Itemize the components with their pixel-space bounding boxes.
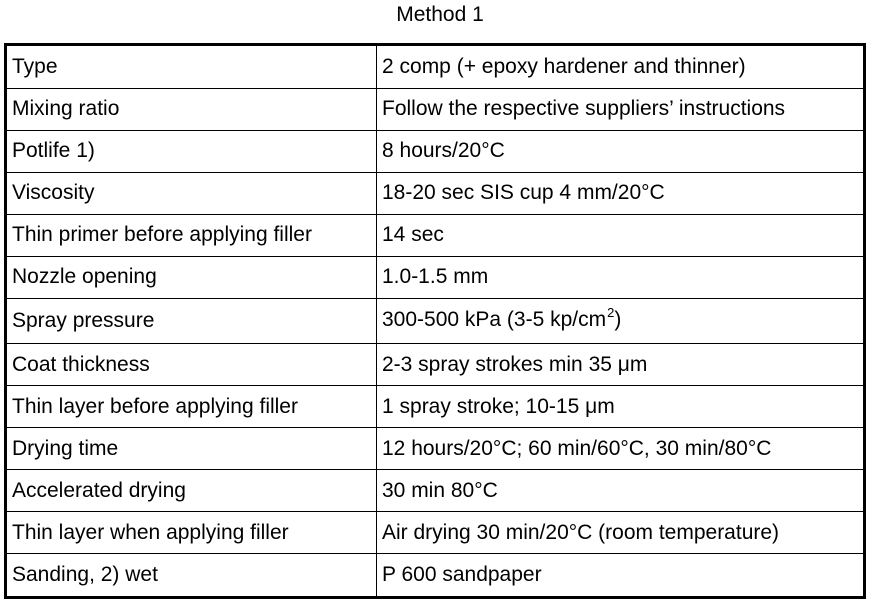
parameter-cell: Potlife 1)	[6, 130, 377, 172]
value-cell: 14 sec	[377, 214, 865, 256]
parameter-cell: Coat thickness	[6, 344, 377, 386]
table-row	[6, 428, 865, 470]
table-row	[6, 172, 865, 214]
value-cell: P 600 sandpaper	[377, 554, 865, 598]
value-text: 300-500 kPa (3-5 kp/cm	[382, 307, 607, 331]
parameter-cell: Drying time	[6, 428, 377, 470]
table-row	[6, 344, 865, 386]
method-table	[4, 43, 866, 599]
table-row	[6, 470, 865, 512]
table-row	[6, 512, 865, 554]
value-cell: 1.0-1.5 mm	[377, 256, 865, 298]
value-cell: Air drying 30 min/20°C (room temperature)	[377, 512, 865, 554]
parameter-cell: Mixing ratio	[6, 88, 377, 130]
table-row	[6, 45, 865, 89]
parameter-cell: Thin layer when applying filler	[6, 512, 377, 554]
parameter-cell: Sanding, 2) wet	[6, 554, 377, 598]
value-cell: 1 spray stroke; 10-15 μm	[377, 386, 865, 428]
table-row	[6, 88, 865, 130]
value-cell: Follow the respective suppliers’ instructions	[377, 88, 865, 130]
page-title: Method 1	[396, 3, 484, 26]
table-row	[6, 554, 865, 598]
table-row	[6, 298, 865, 343]
parameter-cell: Accelerated drying	[6, 470, 377, 512]
value-cell	[377, 298, 865, 343]
value-cell: 2-3 spray strokes min 35 μm	[377, 344, 865, 386]
parameter-cell: Nozzle opening	[6, 256, 377, 298]
value-cell: 12 hours/20°C; 60 min/60°C, 30 min/80°C	[377, 428, 865, 470]
table-row	[6, 386, 865, 428]
value-text-after: )	[614, 307, 622, 331]
superscript: 2	[607, 304, 615, 320]
parameter-cell: Thin primer before applying filler	[6, 214, 377, 256]
value-cell: 18-20 sec SIS cup 4 mm/20°C	[377, 172, 865, 214]
parameter-cell: Thin layer before applying filler	[6, 386, 377, 428]
value-cell: 30 min 80°C	[377, 470, 865, 512]
table-row	[6, 214, 865, 256]
parameter-cell: Type	[6, 45, 377, 89]
table-row	[6, 256, 865, 298]
value-cell: 2 comp (+ epoxy hardener and thinner)	[377, 45, 865, 89]
parameter-cell: Spray pressure	[6, 298, 377, 343]
parameter-cell: Viscosity	[6, 172, 377, 214]
value-cell: 8 hours/20°C	[377, 130, 865, 172]
table-row	[6, 130, 865, 172]
